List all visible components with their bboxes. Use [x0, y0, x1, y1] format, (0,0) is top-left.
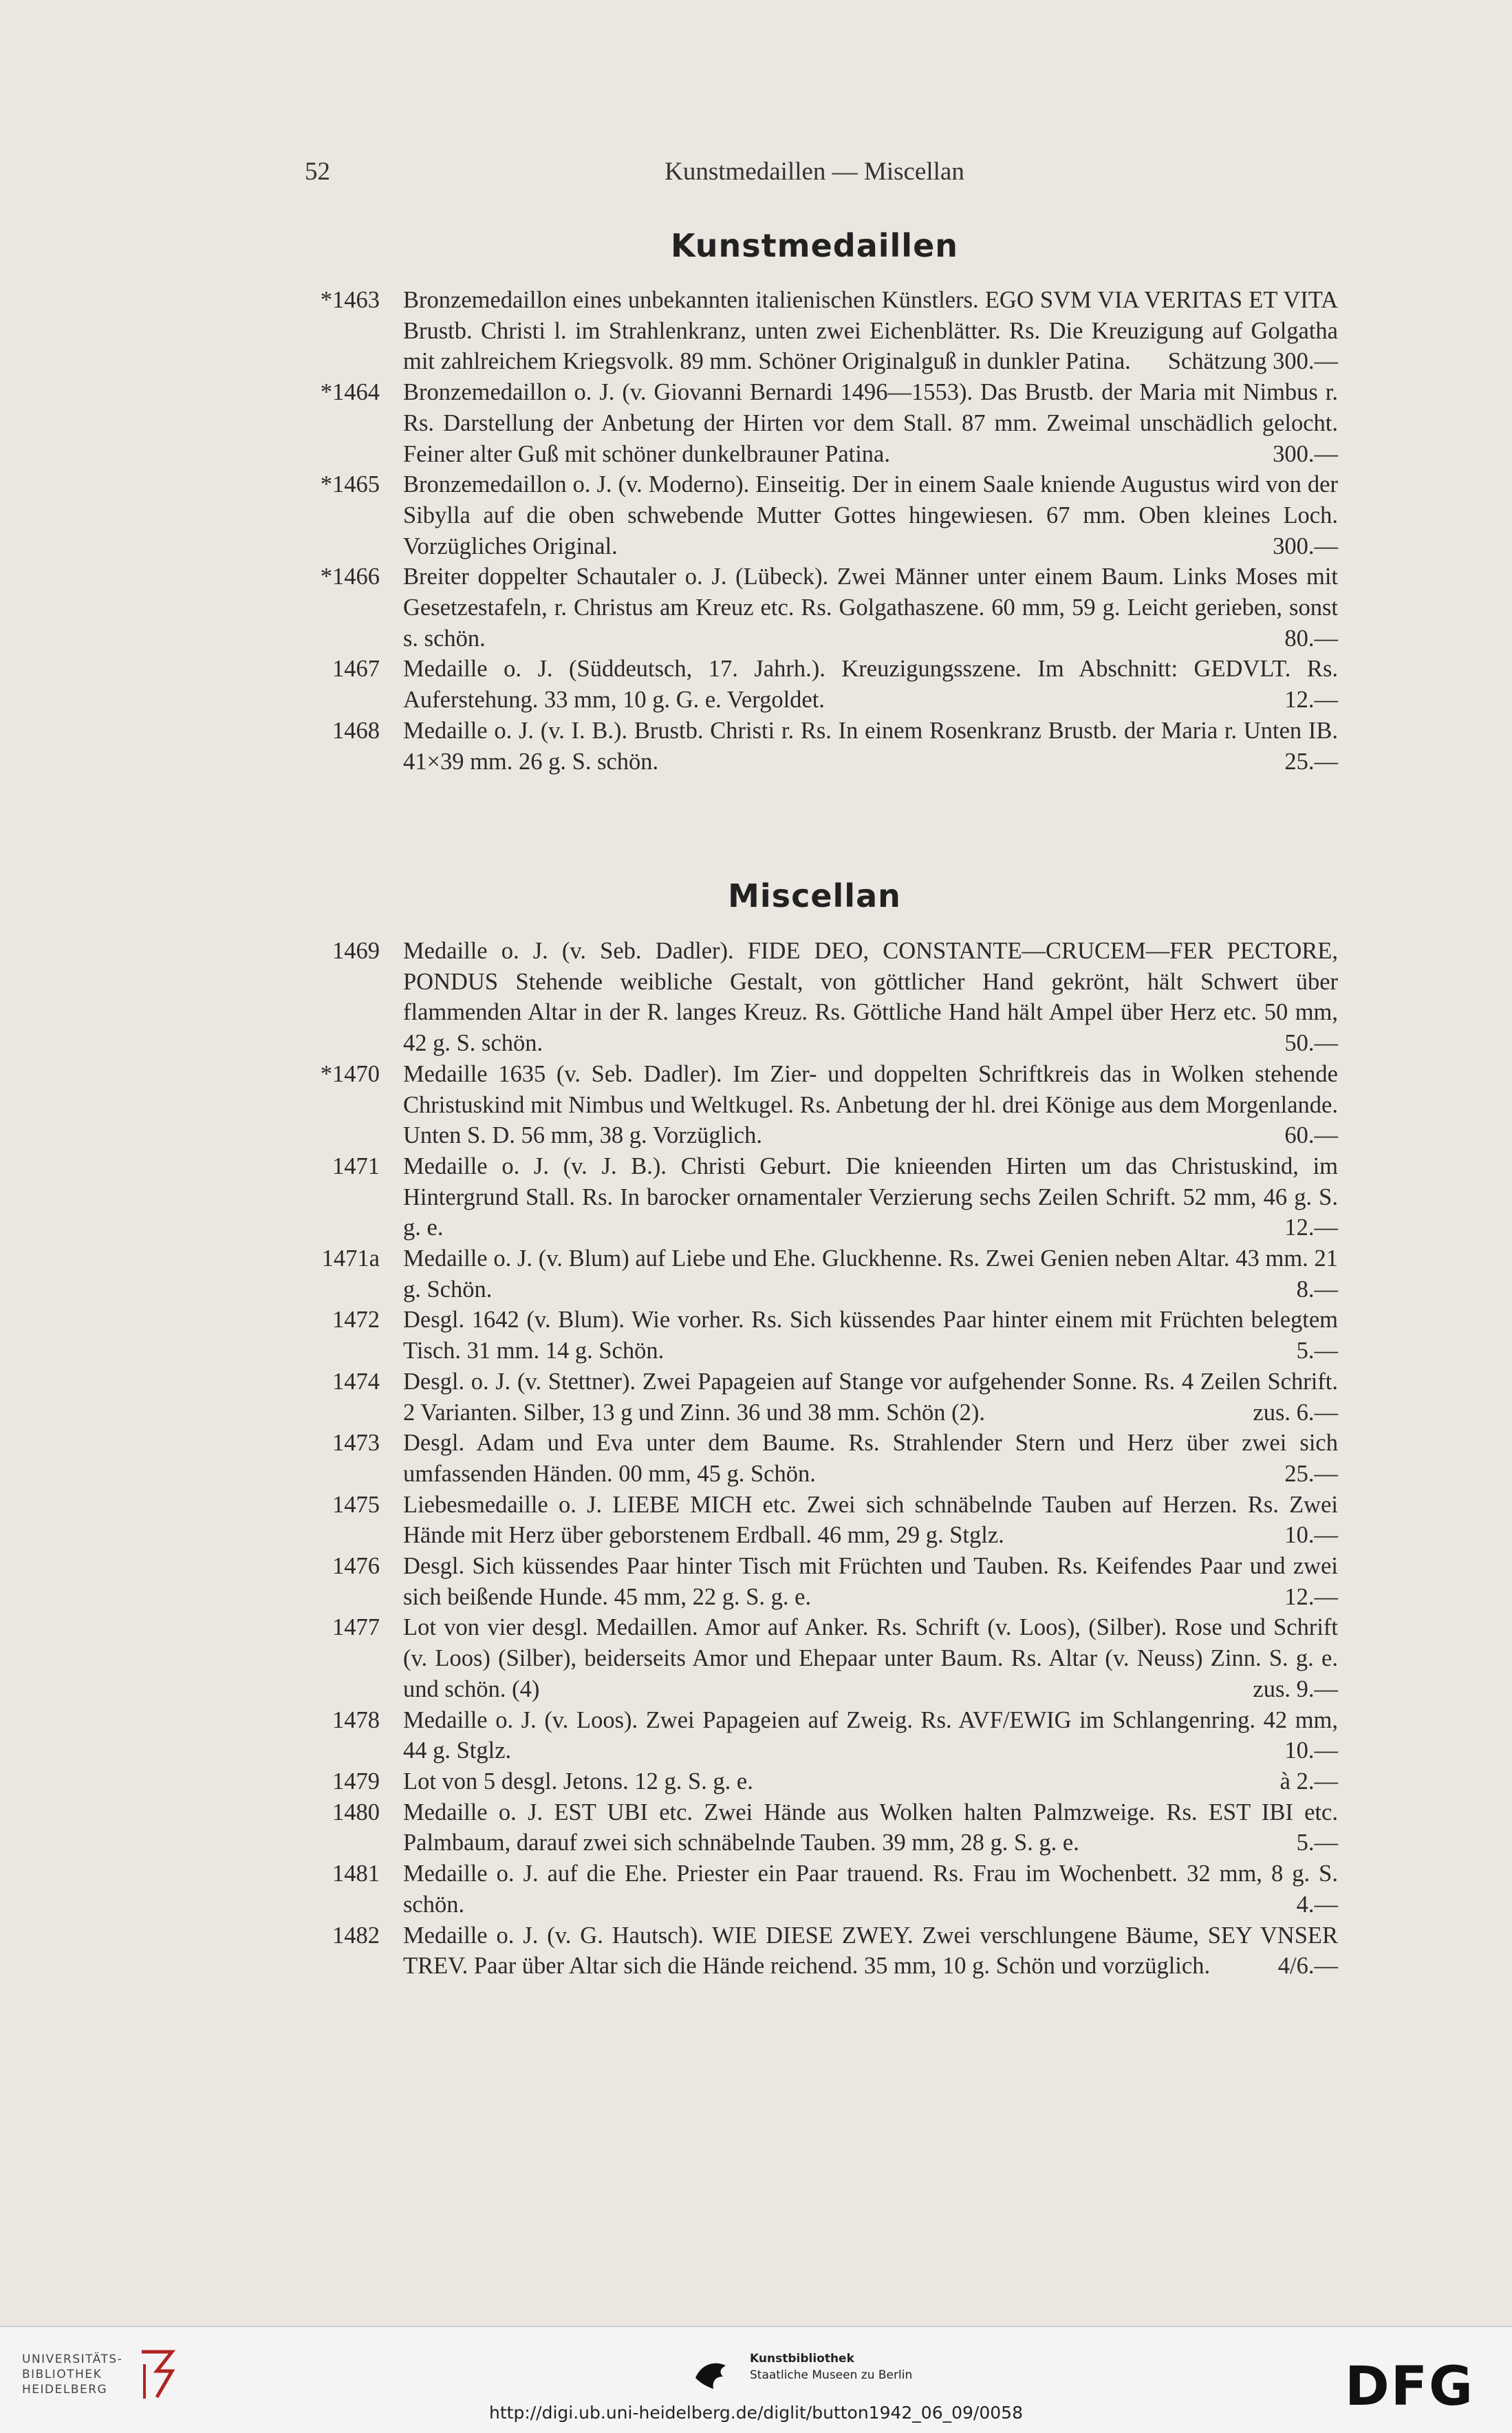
lot-price: 12.— — [1284, 687, 1338, 714]
running-head — [0, 157, 1512, 195]
running-title: Kunstmedaillen — Miscellan — [665, 158, 964, 186]
lot-number: *1465 — [320, 471, 380, 498]
catalog-entry — [303, 1551, 1338, 1612]
catalog-entry — [303, 1612, 1338, 1704]
lot-description-block — [403, 1920, 1338, 1982]
lot-number: 1471a — [321, 1245, 380, 1272]
lot-number: 1471 — [332, 1153, 380, 1179]
lot-description-block — [403, 377, 1338, 469]
catalog-entry — [303, 1305, 1338, 1366]
source-url-link[interactable]: http://digi.ub.uni-heidelberg.de/diglit/button1942_06_09/0058 — [489, 2403, 1023, 2423]
lot-description: Bronzemedaillon o. J. (v. Moderno). Einseitig. Der in einem Saale kniende Augustus wird von der Sibylla auf die oben schwebende Mutter Gottes hingewiesen. 67 mm. Oben kleines Loch. Vorzügliches Original. — [403, 471, 1338, 559]
lot-description-block — [403, 1551, 1338, 1612]
lot-number: *1466 — [320, 564, 380, 590]
entries-miscellan — [303, 936, 1338, 1982]
lot-price: 4/6.— — [1277, 1953, 1338, 1980]
lot-description: Bronzemedaillon o. J. (v. Giovanni Bernardi 1496—1553). Das Brustb. der Maria mit Nimbus r. Rs. Darstellung der Anbetung der Hirten vor dem Stall. 87 mm. Zweimal unschädlich gelocht. Feiner alter Guß mit schöner dunkelbrauner Patina. — [403, 379, 1338, 467]
catalog-entry — [303, 1797, 1338, 1858]
catalog-entry — [303, 1428, 1338, 1489]
catalog-entry — [303, 1920, 1338, 1982]
lot-number: 1472 — [332, 1307, 380, 1333]
lot-description: Medaille 1635 (v. Seb. Dadler). Im Zier- und doppelten Schriftkreis das in Wolken stehende Christuskind mit Nimbus und Weltkugel. Rs. Anbetung der hl. drei Könige aus dem Morgenlande. Unten S. D. 56 mm, 38 g. Vorzüglich. — [403, 1060, 1338, 1149]
lot-description-block — [403, 1705, 1338, 1766]
lot-price: zus. 9.— — [1253, 1675, 1338, 1702]
lot-price: 300.— — [1273, 533, 1338, 559]
catalog-entry — [303, 561, 1338, 654]
catalog-entry — [303, 654, 1338, 715]
lot-description-block — [403, 1766, 1338, 1797]
lot-number: 1468 — [332, 717, 380, 744]
lot-description-block — [403, 561, 1338, 654]
lot-description-block — [403, 1858, 1338, 1920]
catalog-entry — [303, 1059, 1338, 1151]
lot-price: 10.— — [1284, 1737, 1338, 1764]
lot-price: Schätzung 300.— — [1167, 348, 1338, 375]
lot-number: 1480 — [332, 1799, 380, 1825]
lot-description: Medaille o. J. (v. G. Hautsch). WIE DIESE ZWEY. Zwei verschlungene Bäume, SEY VNSER TREV. Paar über Altar sich die Hände reichend. 35 mm, 10 g. Schön und vorzüglich. — [403, 1922, 1338, 1980]
lot-description: Desgl. o. J. (v. Stettner). Zwei Papageien auf Stange vor aufgehender Sonne. Rs. 4 Zeilen Schrift. 2 Varianten. Silber, 13 g und Zinn. 36 und 38 mm. Schön (2). — [403, 1368, 1338, 1426]
catalog-entry — [303, 716, 1338, 777]
lot-number: 1479 — [332, 1768, 380, 1794]
lot-number: *1463 — [320, 287, 380, 313]
museum-bird-icon — [691, 2353, 733, 2394]
lot-price: 300.— — [1273, 440, 1338, 467]
lot-price: 60.— — [1284, 1122, 1338, 1149]
lot-price: 50.— — [1284, 1030, 1338, 1057]
lot-number: *1464 — [320, 379, 380, 406]
lot-description: Desgl. 1642 (v. Blum). Wie vorher. Rs. Sich küssendes Paar hinter einem mit Früchten belegtem Tisch. 31 mm. 14 g. Schön. — [403, 1307, 1338, 1364]
lot-description-block — [403, 1151, 1338, 1243]
lot-description: Medaille o. J. auf die Ehe. Priester ein Paar trauend. Rs. Frau im Wochenbett. 32 mm, 8 g. S. schön. — [403, 1861, 1338, 1918]
lot-number: *1470 — [320, 1060, 380, 1087]
lot-price: 10.— — [1284, 1522, 1338, 1549]
lot-description: Lot von 5 desgl. Jetons. 12 g. S. g. e. — [403, 1768, 753, 1794]
lot-description-block — [403, 1243, 1338, 1305]
lot-description-block — [403, 1366, 1338, 1428]
lot-description: Desgl. Sich küssendes Paar hinter Tisch mit Früchten und Tauben. Rs. Keifendes Paar und zwei sich beißende Hunde. 45 mm, 22 g. S. g. e. — [403, 1553, 1338, 1610]
lot-description: Desgl. Adam und Eva unter dem Baume. Rs. Strahlender Stern und Herz über zwei sich umfassenden Händen. 00 mm, 45 g. Schön. — [403, 1430, 1338, 1487]
lot-description: Liebesmedaille o. J. LIEBE MICH etc. Zwei sich schnäbelnde Tauben auf Herzen. Rs. Zwei Hände mit Herz über geborstenem Erdball. 46 mm, 29 g. Stglz. — [403, 1491, 1338, 1549]
lot-number: 1481 — [332, 1861, 380, 1887]
lot-description: Medaille o. J. (v. J. B.). Christi Geburt. Die knieenden Hirten um das Christuskind, im Hintergrund Stall. Rs. In barocker ornamentaler Verzierung sechs Zeilen Schrift. 52 mm, 46 g. S. g. e. — [403, 1153, 1338, 1241]
lot-description: Medaille o. J. (v. Seb. Dadler). FIDE DEO, CONSTANTE—CRUCEM—FER PECTORE, PONDUS Stehende weibliche Gestalt, von göttlicher Hand gekrönt, hält Schwert über flammenden Altar in der R. langes Kreuz. Rs. Göttliche Hand hält Ampel über Herz etc. 50 mm, 42 g. S. schön. — [403, 938, 1338, 1057]
lot-description-block — [403, 1797, 1338, 1858]
catalog-entry — [303, 469, 1338, 561]
lot-description: Medaille o. J. (v. I. B.). Brustb. Christi r. Rs. In einem Rosenkranz Brustb. der Maria r. Unten IB. 41×39 mm. 26 g. S. schön. — [403, 717, 1338, 775]
footer-bar — [0, 2326, 1512, 2433]
lot-description-block — [403, 654, 1338, 715]
lot-number: 1473 — [332, 1430, 380, 1457]
catalog-entry — [303, 377, 1338, 469]
lot-price: 4.— — [1296, 1891, 1338, 1918]
catalog-entry — [303, 1858, 1338, 1920]
lot-description: Breiter doppelter Schautaler o. J. (Lübeck). Zwei Männer unter einem Baum. Links Moses mit Gesetzestafeln, r. Christus am Kreuz etc. Rs. Golgathaszene. 60 mm, 59 g. Leicht gerieben, sonst s. schön. — [403, 564, 1338, 652]
entries-kunstmedaillen — [303, 285, 1338, 777]
catalog-entry — [303, 1366, 1338, 1428]
lot-description: Bronzemedaillon eines unbekannten italienischen Künstlers. EGO SVM VIA VERITAS ET VITA Brustb. Christi l. im Strahlenkranz, unten zwei Eichenblätter. Rs. Die Kreuzigung auf Golgatha mit zahlreichem Kriegsvolk. 89 mm. Schöner Originalguß in dunkler Patina. — [403, 287, 1338, 375]
catalog-entry — [303, 1151, 1338, 1243]
lot-number: 1475 — [332, 1491, 380, 1518]
lot-number: 1482 — [332, 1922, 380, 1949]
catalog-entry — [303, 1766, 1338, 1797]
university-seal-icon — [136, 2344, 177, 2405]
lot-number: 1467 — [332, 656, 380, 683]
lot-price: zus. 6.— — [1253, 1399, 1338, 1426]
section-title-miscellan: Miscellan — [728, 877, 901, 914]
catalog-entry — [303, 285, 1338, 377]
lot-price: 80.— — [1284, 625, 1338, 652]
museum-logo-text[interactable]: Kunstbibliothek Staatliche Museen zu Berlin — [750, 2352, 913, 2382]
university-library-logo[interactable]: UNIVERSITÄTS- BIBLIOTHEK HEIDELBERG — [22, 2352, 123, 2397]
lot-description-block — [403, 1428, 1338, 1489]
catalog-entry — [303, 1490, 1338, 1551]
lot-description: Medaille o. J. (v. Blum) auf Liebe und Ehe. Gluckhenne. Rs. Zwei Genien neben Altar. 43 mm. 21 g. Schön. — [403, 1245, 1338, 1303]
lot-price: 5.— — [1296, 1338, 1338, 1364]
lot-price: 12.— — [1284, 1214, 1338, 1241]
lot-description-block — [403, 1059, 1338, 1151]
lot-description: Medaille o. J. EST UBI etc. Zwei Hände aus Wolken halten Palmzweige. Rs. EST IBI etc. Palmbaum, darauf zwei sich schnäbelnde Tauben. 39 mm, 28 g. S. g. e. — [403, 1799, 1338, 1856]
page-number: 52 — [305, 158, 330, 186]
lot-description-block — [403, 716, 1338, 777]
lot-price: 12.— — [1284, 1583, 1338, 1610]
lot-price: 25.— — [1284, 748, 1338, 775]
lot-price: 25.— — [1284, 1460, 1338, 1487]
funder-logo[interactable]: DFG — [1345, 2356, 1475, 2418]
lot-number: 1474 — [332, 1368, 380, 1395]
section-title-kunstmedaillen: Kunstmedaillen — [670, 227, 959, 264]
lot-price: 8.— — [1296, 1276, 1338, 1303]
lot-description-block — [403, 469, 1338, 561]
lot-description: Lot von vier desgl. Medaillen. Amor auf Anker. Rs. Schrift (v. Loos), (Silber). Rose und Schrift (v. Loos) (Silber), beiderseits Amor und Ehepaar unter Baum. Rs. Altar (v. Neuss) Zinn. S. g. e. und schön. (4) — [403, 1614, 1338, 1702]
lot-price: 5.— — [1296, 1830, 1338, 1856]
lot-number: 1469 — [332, 938, 380, 964]
lot-description-block — [403, 936, 1338, 1059]
lot-number: 1478 — [332, 1706, 380, 1733]
catalog-entry — [303, 936, 1338, 1059]
lot-price: à 2.— — [1279, 1768, 1338, 1794]
lot-number: 1476 — [332, 1553, 380, 1580]
lot-description: Medaille o. J. (v. Loos). Zwei Papageien auf Zweig. Rs. AVF/EWIG im Schlangenring. 42 mm, 44 g. Stglz. — [403, 1706, 1338, 1764]
catalog-entry — [303, 1243, 1338, 1305]
lot-number: 1477 — [332, 1614, 380, 1641]
lot-description-block — [403, 1490, 1338, 1551]
catalog-entry — [303, 1705, 1338, 1766]
lot-description-block — [403, 1305, 1338, 1366]
lot-description: Medaille o. J. (Süddeutsch, 17. Jahrh.). Kreuzigungsszene. Im Abschnitt: GEDVLT. Rs. Auferstehung. 33 mm, 10 g. G. e. Vergoldet. — [403, 656, 1338, 714]
lot-description-block — [403, 285, 1338, 377]
lot-description-block — [403, 1612, 1338, 1704]
